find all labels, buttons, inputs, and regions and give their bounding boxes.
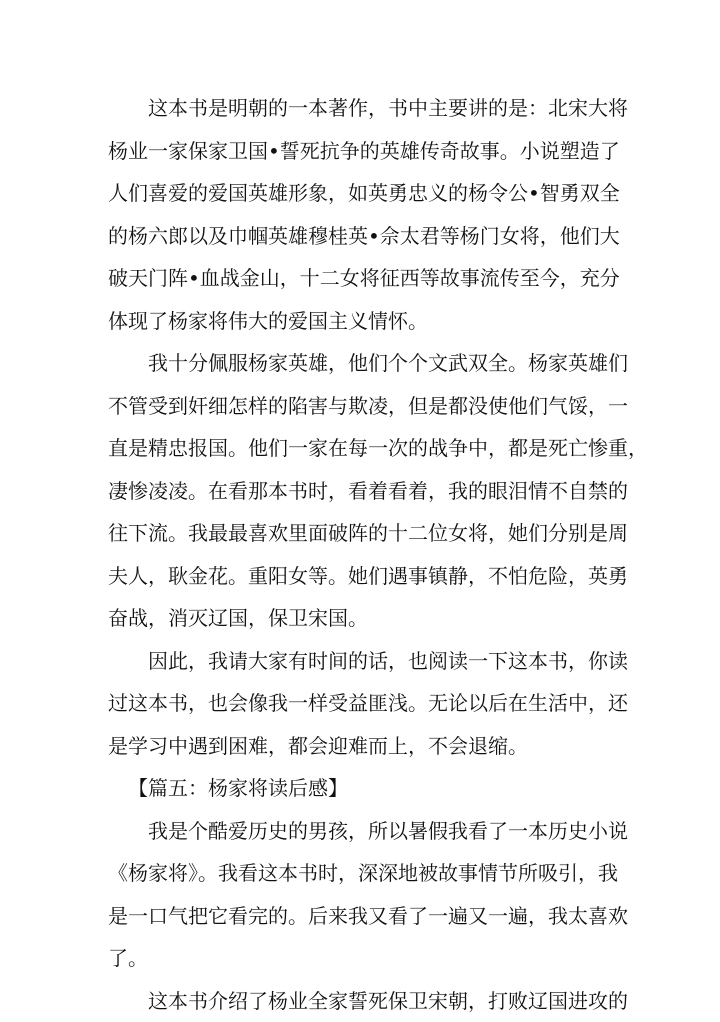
text-line: 我十分佩服杨家英雄，他们个个文武双全。杨家英雄们 xyxy=(108,342,612,385)
paragraph-4 xyxy=(108,810,612,980)
document-body xyxy=(108,87,612,1022)
text-line: 直是精忠报国。他们一家在每一次的战争中，都是死亡惨重， xyxy=(108,427,612,470)
text-line: 往下流。我最最喜欢里面破阵的十二位女将，她们分别是周 xyxy=(108,512,612,555)
text-line: 了。 xyxy=(108,937,612,980)
text-line: 破天门阵•血战金山，十二女将征西等故事流传至今，充分 xyxy=(108,257,612,300)
paragraph-5 xyxy=(108,980,612,1022)
paragraph-1 xyxy=(108,87,612,342)
text-line: 是一口气把它看完的。后来我又看了一遍又一遍，我太喜欢 xyxy=(108,895,612,938)
text-line: 奋战，消灭辽国，保卫宋国。 xyxy=(108,597,612,640)
text-line: 杨业一家保家卫国•誓死抗争的英雄传奇故事。小说塑造了 xyxy=(108,130,612,173)
text-line: 是学习中遇到困难，都会迎难而上，不会退缩。 xyxy=(108,725,612,768)
text-line: 我是个酷爱历史的男孩，所以暑假我看了一本历史小说 xyxy=(108,810,612,853)
text-line: 《杨家将》。我看这本书时，深深地被故事情节所吸引，我 xyxy=(108,852,612,895)
text-line: 因此，我请大家有时间的话，也阅读一下这本书，你读 xyxy=(108,640,612,683)
text-line: 体现了杨家将伟大的爱国主义情怀。 xyxy=(108,300,612,343)
text-line: 的杨六郎以及巾帼英雄穆桂英•佘太君等杨门女将，他们大 xyxy=(108,215,612,258)
paragraph-2 xyxy=(108,342,612,640)
section-heading-text: 【篇五：杨家将读后感】 xyxy=(128,776,348,800)
text-line: 凄惨凌凌。在看那本书时，看着看着，我的眼泪情不自禁的 xyxy=(108,470,612,513)
text-line: 过这本书，也会像我一样受益匪浅。无论以后在生活中，还 xyxy=(108,682,612,725)
text-line: 这本书是明朝的一本著作，书中主要讲的是：北宋大将 xyxy=(108,87,612,130)
text-line: 夫人，耿金花。重阳女等。她们遇事镇静，不怕危险，英勇 xyxy=(108,555,612,598)
text-line: 不管受到奸细怎样的陷害与欺凌，但是都没使他们气馁，一 xyxy=(108,385,612,428)
paragraph-3 xyxy=(108,640,612,768)
section-heading xyxy=(108,767,612,810)
text-line: 人们喜爱的爱国英雄形象，如英勇忠义的杨令公•智勇双全 xyxy=(108,172,612,215)
text-line: 这本书介绍了杨业全家誓死保卫宋朝，打败辽国进攻的 xyxy=(108,980,612,1022)
